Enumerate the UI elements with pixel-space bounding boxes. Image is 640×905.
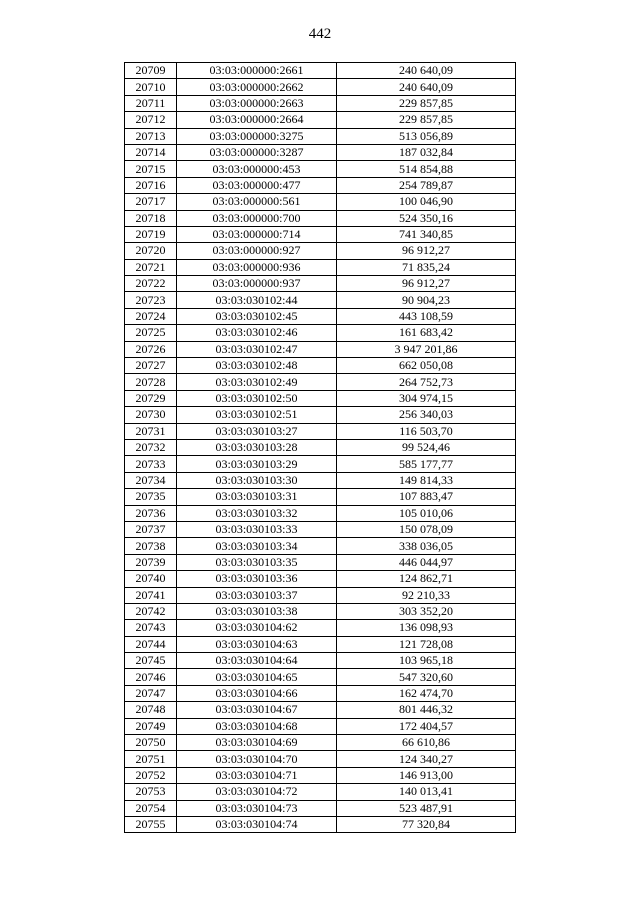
- row-number-cell: 20743: [125, 620, 177, 636]
- table-row: [125, 603, 516, 619]
- table-row: [125, 439, 516, 455]
- table-row: [125, 144, 516, 160]
- value-cell: 96 912,27: [337, 276, 516, 292]
- row-number-cell: 20748: [125, 702, 177, 718]
- cadastral-number-cell: 03:03:030102:45: [177, 308, 337, 324]
- value-cell: 524 350,16: [337, 210, 516, 226]
- table-row: [125, 816, 516, 832]
- table-row: [125, 653, 516, 669]
- cadastral-number-cell: 03:03:030103:32: [177, 505, 337, 521]
- value-cell: 136 098,93: [337, 620, 516, 636]
- cadastral-number-cell: 03:03:000000:927: [177, 243, 337, 259]
- cadastral-number-cell: 03:03:000000:936: [177, 259, 337, 275]
- cadastral-number-cell: 03:03:030104:67: [177, 702, 337, 718]
- value-cell: 150 078,09: [337, 521, 516, 537]
- row-number-cell: 20749: [125, 718, 177, 734]
- table-row: [125, 521, 516, 537]
- value-cell: 100 046,90: [337, 194, 516, 210]
- cadastral-number-cell: 03:03:030104:69: [177, 735, 337, 751]
- table-row: [125, 358, 516, 374]
- table-row: [125, 194, 516, 210]
- row-number-cell: 20727: [125, 358, 177, 374]
- row-number-cell: 20737: [125, 521, 177, 537]
- table-row: [125, 669, 516, 685]
- row-number-cell: 20731: [125, 423, 177, 439]
- row-number-cell: 20709: [125, 63, 177, 79]
- table-row: [125, 423, 516, 439]
- table-row: [125, 489, 516, 505]
- cadastral-number-cell: 03:03:030103:29: [177, 456, 337, 472]
- value-cell: 161 683,42: [337, 325, 516, 341]
- row-number-cell: 20717: [125, 194, 177, 210]
- cadastral-number-cell: 03:03:030103:37: [177, 587, 337, 603]
- cadastral-number-cell: 03:03:030104:65: [177, 669, 337, 685]
- value-cell: 303 352,20: [337, 603, 516, 619]
- value-cell: 662 050,08: [337, 358, 516, 374]
- cadastral-number-cell: 03:03:030103:34: [177, 538, 337, 554]
- cadastral-number-cell: 03:03:030103:35: [177, 554, 337, 570]
- table-row: [125, 587, 516, 603]
- table-row: [125, 161, 516, 177]
- table-row: [125, 63, 516, 79]
- value-cell: 514 854,88: [337, 161, 516, 177]
- cadastral-number-cell: 03:03:000000:3287: [177, 144, 337, 160]
- table-row: [125, 800, 516, 816]
- row-number-cell: 20742: [125, 603, 177, 619]
- value-cell: 105 010,06: [337, 505, 516, 521]
- row-number-cell: 20718: [125, 210, 177, 226]
- table-row: [125, 767, 516, 783]
- row-number-cell: 20721: [125, 259, 177, 275]
- row-number-cell: 20728: [125, 374, 177, 390]
- value-cell: 801 446,32: [337, 702, 516, 718]
- value-cell: 304 974,15: [337, 390, 516, 406]
- row-number-cell: 20736: [125, 505, 177, 521]
- row-number-cell: 20722: [125, 276, 177, 292]
- value-cell: 264 752,73: [337, 374, 516, 390]
- table-row: [125, 243, 516, 259]
- table-row: [125, 456, 516, 472]
- cadastral-number-cell: 03:03:000000:937: [177, 276, 337, 292]
- cadastral-number-cell: 03:03:030102:47: [177, 341, 337, 357]
- row-number-cell: 20751: [125, 751, 177, 767]
- cadastral-number-cell: 03:03:030103:38: [177, 603, 337, 619]
- row-number-cell: 20755: [125, 816, 177, 832]
- cadastral-number-cell: 03:03:030102:44: [177, 292, 337, 308]
- value-cell: 256 340,03: [337, 407, 516, 423]
- value-cell: 254 789,87: [337, 177, 516, 193]
- table-row: [125, 407, 516, 423]
- value-cell: 240 640,09: [337, 79, 516, 95]
- table-row: [125, 735, 516, 751]
- value-cell: 116 503,70: [337, 423, 516, 439]
- row-number-cell: 20753: [125, 784, 177, 800]
- value-cell: 103 965,18: [337, 653, 516, 669]
- cadastral-number-cell: 03:03:030104:74: [177, 816, 337, 832]
- value-cell: 187 032,84: [337, 144, 516, 160]
- page-number: 442: [308, 26, 332, 42]
- row-number-cell: 20730: [125, 407, 177, 423]
- value-cell: 162 474,70: [337, 685, 516, 701]
- table-row: [125, 685, 516, 701]
- cadastral-number-cell: 03:03:030104:64: [177, 653, 337, 669]
- row-number-cell: 20710: [125, 79, 177, 95]
- row-number-cell: 20735: [125, 489, 177, 505]
- cadastral-number-cell: 03:03:000000:2662: [177, 79, 337, 95]
- value-cell: 77 320,84: [337, 816, 516, 832]
- row-number-cell: 20719: [125, 226, 177, 242]
- cadastral-number-cell: 03:03:030104:70: [177, 751, 337, 767]
- row-number-cell: 20715: [125, 161, 177, 177]
- row-number-cell: 20724: [125, 308, 177, 324]
- row-number-cell: 20712: [125, 112, 177, 128]
- cadastral-number-cell: 03:03:030104:66: [177, 685, 337, 701]
- value-cell: 124 340,27: [337, 751, 516, 767]
- row-number-cell: 20725: [125, 325, 177, 341]
- value-cell: 90 904,23: [337, 292, 516, 308]
- table-row: [125, 177, 516, 193]
- table-row: [125, 538, 516, 554]
- table-row: [125, 226, 516, 242]
- value-cell: 146 913,00: [337, 767, 516, 783]
- table-row: [125, 472, 516, 488]
- table-row: [125, 718, 516, 734]
- row-number-cell: 20740: [125, 571, 177, 587]
- cadastral-number-cell: 03:03:030103:36: [177, 571, 337, 587]
- cadastral-number-cell: 03:03:000000:3275: [177, 128, 337, 144]
- value-cell: 443 108,59: [337, 308, 516, 324]
- cadastral-number-cell: 03:03:030104:71: [177, 767, 337, 783]
- cadastral-number-cell: 03:03:000000:2661: [177, 63, 337, 79]
- value-cell: 140 013,41: [337, 784, 516, 800]
- cadastral-number-cell: 03:03:030103:27: [177, 423, 337, 439]
- table-row: [125, 702, 516, 718]
- cadastral-number-cell: 03:03:030104:68: [177, 718, 337, 734]
- value-cell: 446 044,97: [337, 554, 516, 570]
- cadastral-number-cell: 03:03:030103:28: [177, 439, 337, 455]
- cadastral-number-cell: 03:03:030104:72: [177, 784, 337, 800]
- cadastral-number-cell: 03:03:030104:63: [177, 636, 337, 652]
- value-cell: 513 056,89: [337, 128, 516, 144]
- table-row: [125, 554, 516, 570]
- value-cell: 240 640,09: [337, 63, 516, 79]
- row-number-cell: 20720: [125, 243, 177, 259]
- row-number-cell: 20745: [125, 653, 177, 669]
- value-cell: 172 404,57: [337, 718, 516, 734]
- table-row: [125, 210, 516, 226]
- cadastral-number-cell: 03:03:030102:46: [177, 325, 337, 341]
- row-number-cell: 20711: [125, 95, 177, 111]
- row-number-cell: 20752: [125, 767, 177, 783]
- table-row: [125, 784, 516, 800]
- value-cell: 149 814,33: [337, 472, 516, 488]
- cadastral-number-cell: 03:03:000000:477: [177, 177, 337, 193]
- value-cell: 585 177,77: [337, 456, 516, 472]
- table-row: [125, 95, 516, 111]
- cadastral-number-cell: 03:03:030104:73: [177, 800, 337, 816]
- table-row: [125, 751, 516, 767]
- row-number-cell: 20726: [125, 341, 177, 357]
- row-number-cell: 20716: [125, 177, 177, 193]
- value-cell: 124 862,71: [337, 571, 516, 587]
- table-body: [125, 63, 516, 833]
- row-number-cell: 20738: [125, 538, 177, 554]
- row-number-cell: 20754: [125, 800, 177, 816]
- row-number-cell: 20733: [125, 456, 177, 472]
- row-number-cell: 20739: [125, 554, 177, 570]
- cadastral-number-cell: 03:03:030102:49: [177, 374, 337, 390]
- cadastral-number-cell: 03:03:030104:62: [177, 620, 337, 636]
- table-row: [125, 636, 516, 652]
- cadastral-value-table: [124, 62, 516, 833]
- row-number-cell: 20732: [125, 439, 177, 455]
- cadastral-number-cell: 03:03:030103:31: [177, 489, 337, 505]
- value-cell: 523 487,91: [337, 800, 516, 816]
- table-row: [125, 112, 516, 128]
- row-number-cell: 20747: [125, 685, 177, 701]
- table-row: [125, 325, 516, 341]
- table-row: [125, 374, 516, 390]
- row-number-cell: 20744: [125, 636, 177, 652]
- table-row: [125, 505, 516, 521]
- value-cell: 3 947 201,86: [337, 341, 516, 357]
- value-cell: 229 857,85: [337, 95, 516, 111]
- row-number-cell: 20723: [125, 292, 177, 308]
- table-row: [125, 79, 516, 95]
- table-row: [125, 620, 516, 636]
- cadastral-number-cell: 03:03:030102:50: [177, 390, 337, 406]
- value-cell: 66 610,86: [337, 735, 516, 751]
- value-cell: 338 036,05: [337, 538, 516, 554]
- cadastral-number-cell: 03:03:000000:453: [177, 161, 337, 177]
- table-row: [125, 128, 516, 144]
- row-number-cell: 20729: [125, 390, 177, 406]
- cadastral-number-cell: 03:03:000000:561: [177, 194, 337, 210]
- row-number-cell: 20750: [125, 735, 177, 751]
- cadastral-number-cell: 03:03:000000:2663: [177, 95, 337, 111]
- cadastral-number-cell: 03:03:030102:51: [177, 407, 337, 423]
- value-cell: 96 912,27: [337, 243, 516, 259]
- table-row: [125, 292, 516, 308]
- cadastral-number-cell: 03:03:030103:30: [177, 472, 337, 488]
- row-number-cell: 20746: [125, 669, 177, 685]
- cadastral-number-cell: 03:03:000000:700: [177, 210, 337, 226]
- value-cell: 547 320,60: [337, 669, 516, 685]
- table-row: [125, 308, 516, 324]
- table-row: [125, 571, 516, 587]
- row-number-cell: 20741: [125, 587, 177, 603]
- value-cell: 229 857,85: [337, 112, 516, 128]
- value-cell: 71 835,24: [337, 259, 516, 275]
- row-number-cell: 20734: [125, 472, 177, 488]
- value-cell: 741 340,85: [337, 226, 516, 242]
- value-cell: 99 524,46: [337, 439, 516, 455]
- row-number-cell: 20714: [125, 144, 177, 160]
- table-row: [125, 341, 516, 357]
- cadastral-number-cell: 03:03:030102:48: [177, 358, 337, 374]
- cadastral-number-cell: 03:03:030103:33: [177, 521, 337, 537]
- table-row: [125, 390, 516, 406]
- table-row: [125, 259, 516, 275]
- table-row: [125, 276, 516, 292]
- value-cell: 92 210,33: [337, 587, 516, 603]
- row-number-cell: 20713: [125, 128, 177, 144]
- value-cell: 121 728,08: [337, 636, 516, 652]
- cadastral-number-cell: 03:03:000000:714: [177, 226, 337, 242]
- cadastral-number-cell: 03:03:000000:2664: [177, 112, 337, 128]
- value-cell: 107 883,47: [337, 489, 516, 505]
